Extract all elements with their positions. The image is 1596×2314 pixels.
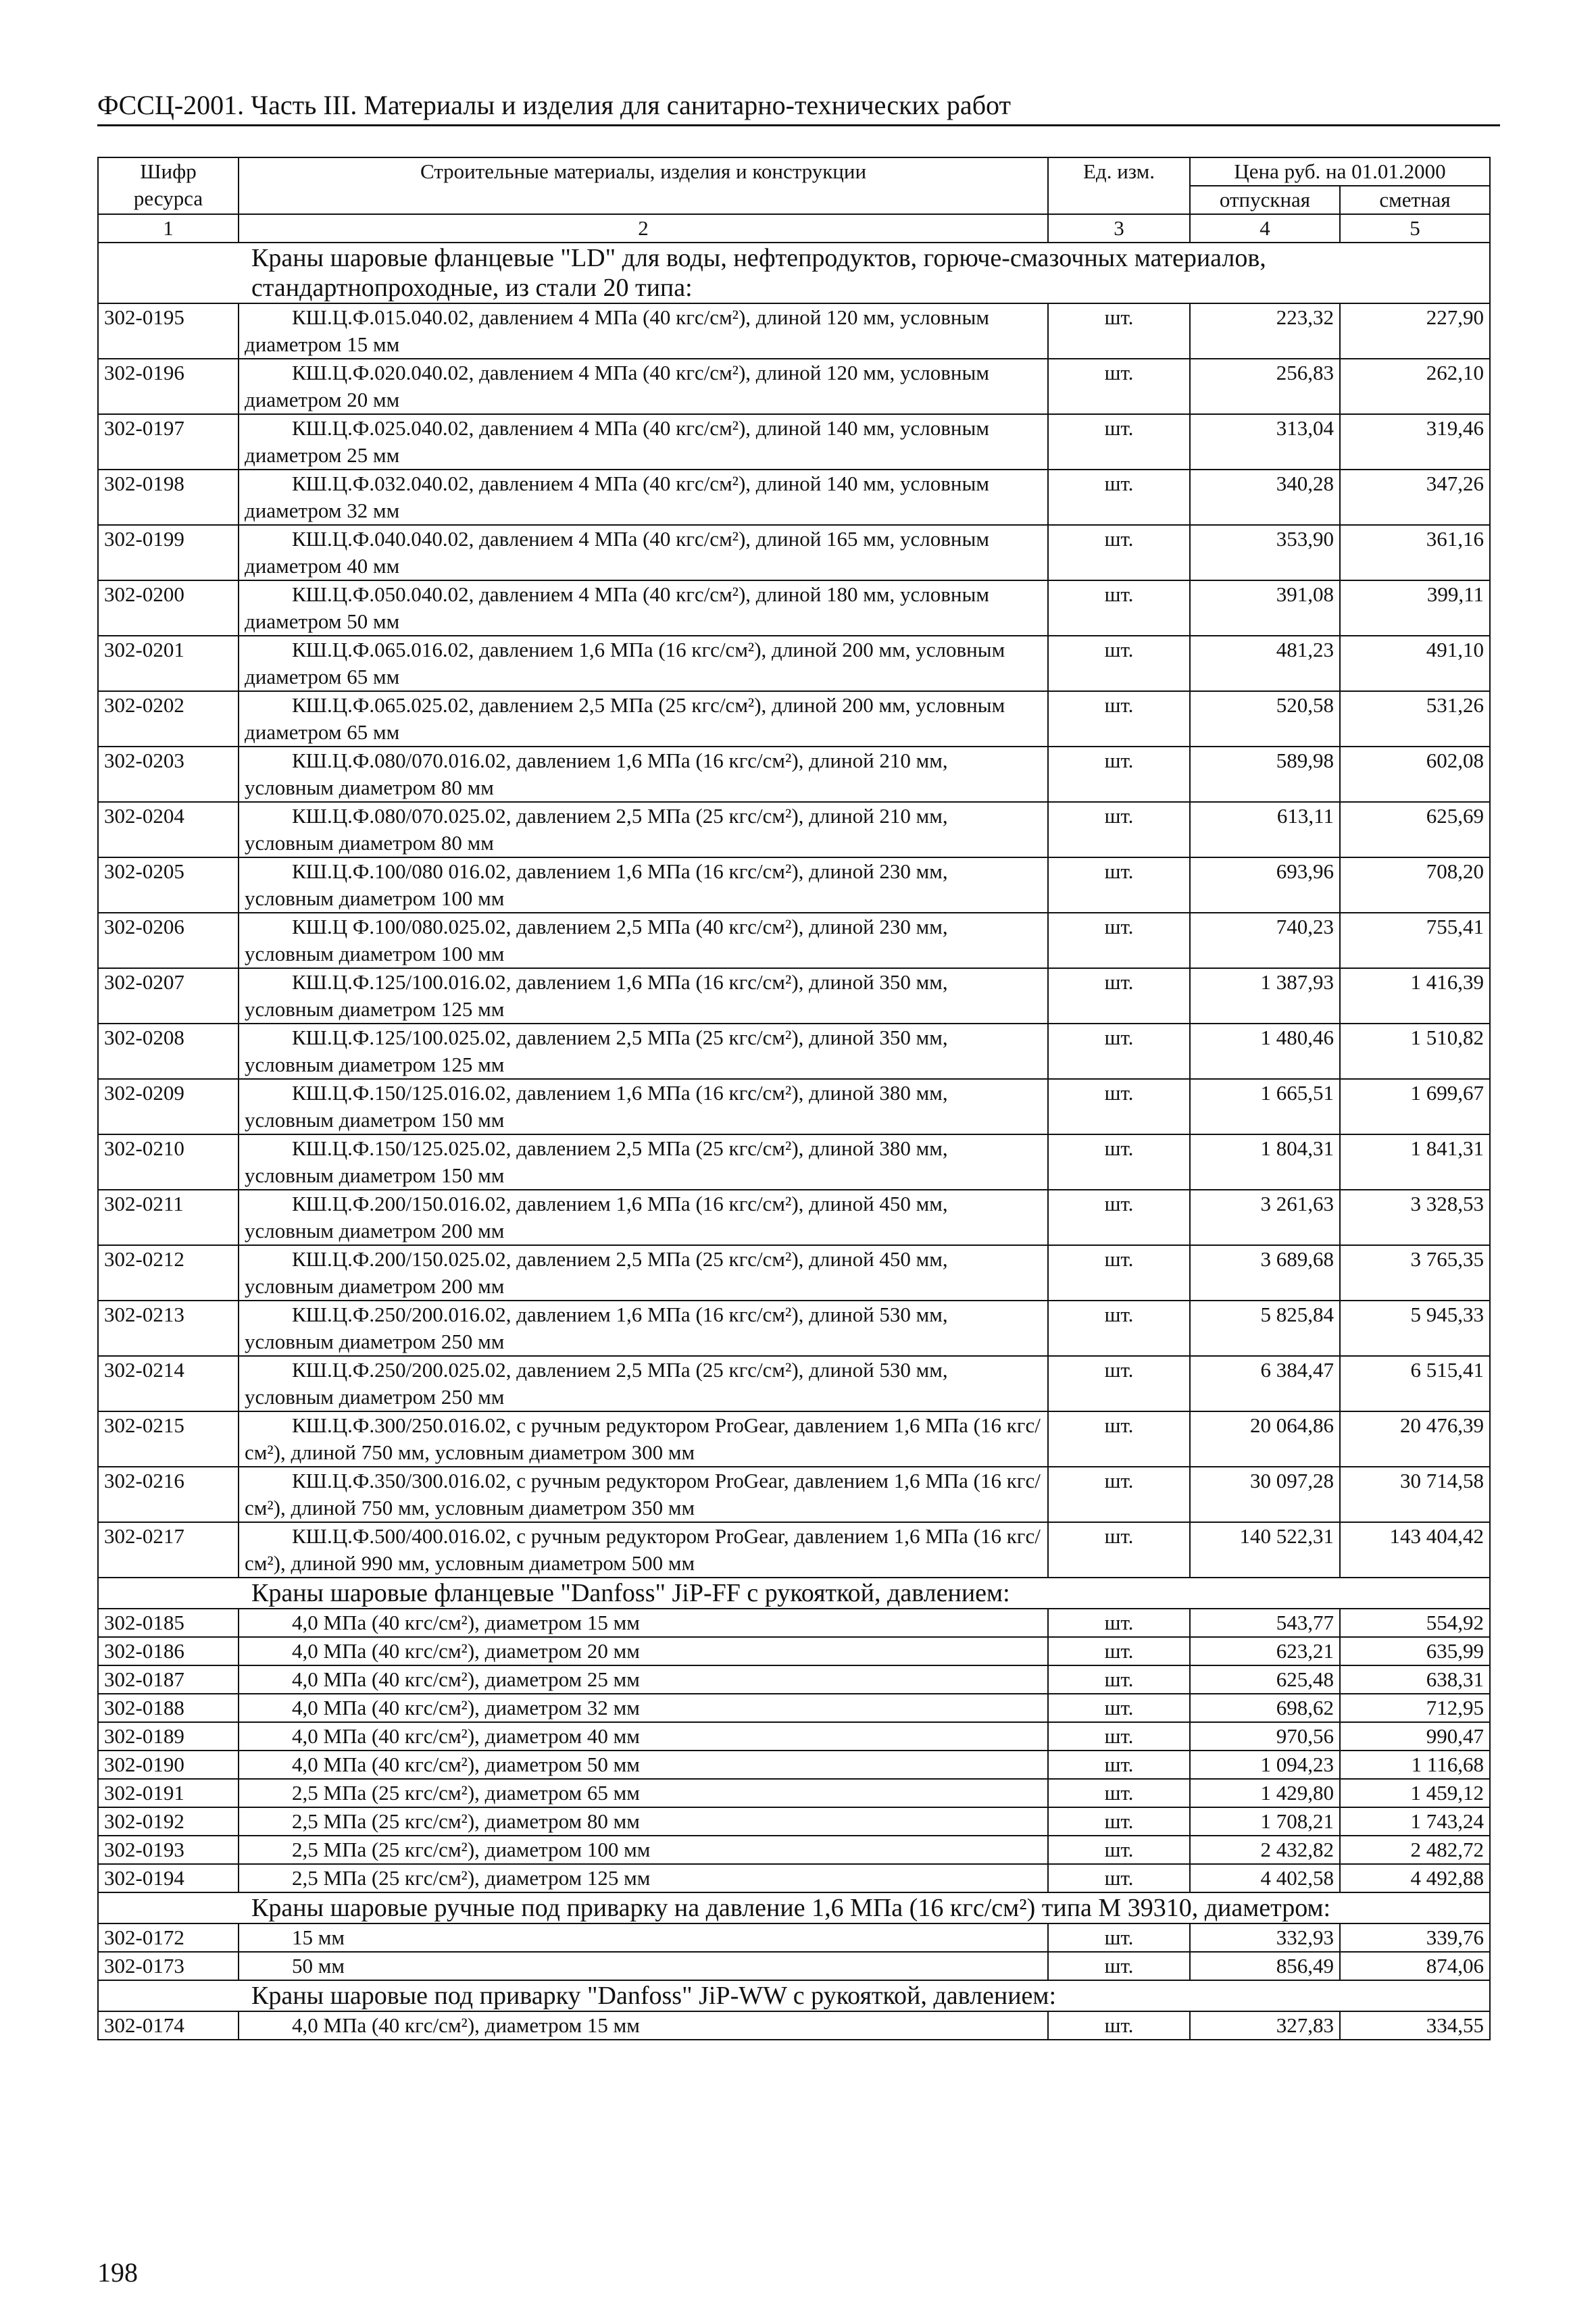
unit-of-measure: шт. bbox=[1048, 636, 1190, 691]
table-row bbox=[98, 1411, 1490, 1467]
table-row bbox=[98, 1467, 1490, 1522]
resource-code: 302-0212 bbox=[98, 1245, 239, 1301]
estimate-price: 1 699,67 bbox=[1340, 1079, 1490, 1134]
item-description: 2,5 МПа (25 кгс/см²), диаметром 125 мм bbox=[239, 1864, 1048, 1892]
table-row bbox=[98, 580, 1490, 636]
resource-code: 302-0204 bbox=[98, 802, 239, 857]
unit-of-measure: шт. bbox=[1048, 1807, 1190, 1836]
release-price: 223,32 bbox=[1190, 303, 1340, 359]
item-description: КШ.Ц Ф.100/080.025.02, давлением 2,5 МПа (40 кгс/см²), длиной 230 мм, условным диаметром 100 мм bbox=[239, 913, 1048, 968]
release-price: 1 094,23 bbox=[1190, 1751, 1340, 1779]
unit-of-measure: шт. bbox=[1048, 1952, 1190, 1980]
unit-of-measure: шт. bbox=[1048, 1522, 1190, 1578]
resource-code: 302-0193 bbox=[98, 1836, 239, 1864]
item-description: КШ.Ц.Ф.200/150.016.02, давлением 1,6 МПа (16 кгс/см²), длиной 450 мм, условным диаметром 200 мм bbox=[239, 1190, 1048, 1245]
release-price: 1 665,51 bbox=[1190, 1079, 1340, 1134]
release-price: 1 804,31 bbox=[1190, 1134, 1340, 1190]
estimate-price: 874,06 bbox=[1340, 1952, 1490, 1980]
unit-of-measure: шт. bbox=[1048, 303, 1190, 359]
item-description: КШ.Ц.Ф.125/100.016.02, давлением 1,6 МПа (16 кгс/см²), длиной 350 мм, условным диаметром 125 мм bbox=[239, 968, 1048, 1024]
section-title: Краны шаровые ручные под приварку на давление 1,6 МПа (16 кгс/см²) типа М 39310, диаметром: bbox=[98, 1892, 1490, 1923]
resource-code: 302-0191 bbox=[98, 1779, 239, 1807]
resource-code: 302-0206 bbox=[98, 913, 239, 968]
estimate-price: 602,08 bbox=[1340, 747, 1490, 802]
resource-code: 302-0189 bbox=[98, 1722, 239, 1751]
unit-of-measure: шт. bbox=[1048, 470, 1190, 525]
release-price: 3 689,68 bbox=[1190, 1245, 1340, 1301]
table-row bbox=[98, 1356, 1490, 1411]
release-price: 327,83 bbox=[1190, 2011, 1340, 2040]
table-row bbox=[98, 1751, 1490, 1779]
table-row bbox=[98, 1522, 1490, 1578]
unit-of-measure: шт. bbox=[1048, 1467, 1190, 1522]
release-price: 625,48 bbox=[1190, 1665, 1340, 1694]
item-description: КШ.Ц.Ф.065.016.02, давлением 1,6 МПа (16 кгс/см²), длиной 200 мм, условным диаметром 65 мм bbox=[239, 636, 1048, 691]
resource-code: 302-0190 bbox=[98, 1751, 239, 1779]
resource-code: 302-0174 bbox=[98, 2011, 239, 2040]
table-row bbox=[98, 1694, 1490, 1722]
resource-code: 302-0208 bbox=[98, 1024, 239, 1079]
unit-of-measure: шт. bbox=[1048, 968, 1190, 1024]
resource-code: 302-0185 bbox=[98, 1609, 239, 1637]
item-description: 2,5 МПа (25 кгс/см²), диаметром 80 мм bbox=[239, 1807, 1048, 1836]
unit-of-measure: шт. bbox=[1048, 1245, 1190, 1301]
column-number-2: 2 bbox=[239, 214, 1048, 243]
release-price: 353,90 bbox=[1190, 525, 1340, 580]
section-title-row bbox=[98, 1578, 1490, 1609]
release-price: 1 480,46 bbox=[1190, 1024, 1340, 1079]
price-table bbox=[97, 157, 1491, 2040]
release-price: 1 429,80 bbox=[1190, 1779, 1340, 1807]
estimate-price: 1 841,31 bbox=[1340, 1134, 1490, 1190]
table-row bbox=[98, 1952, 1490, 1980]
item-description: КШ.Ц.Ф.020.040.02, давлением 4 МПа (40 кгс/см²), длиной 120 мм, условным диаметром 20 мм bbox=[239, 359, 1048, 414]
resource-code: 302-0173 bbox=[98, 1952, 239, 1980]
estimate-price: 1 459,12 bbox=[1340, 1779, 1490, 1807]
resource-code: 302-0195 bbox=[98, 303, 239, 359]
unit-of-measure: шт. bbox=[1048, 1134, 1190, 1190]
release-price: 391,08 bbox=[1190, 580, 1340, 636]
resource-code: 302-0209 bbox=[98, 1079, 239, 1134]
table-row bbox=[98, 1923, 1490, 1952]
release-price: 30 097,28 bbox=[1190, 1467, 1340, 1522]
item-description: КШ.Ц.Ф.125/100.025.02, давлением 2,5 МПа (25 кгс/см²), длиной 350 мм, условным диаметром 125 мм bbox=[239, 1024, 1048, 1079]
estimate-price: 319,46 bbox=[1340, 414, 1490, 470]
table-row bbox=[98, 691, 1490, 747]
resource-code: 302-0207 bbox=[98, 968, 239, 1024]
estimate-price: 554,92 bbox=[1340, 1609, 1490, 1637]
estimate-price: 1 416,39 bbox=[1340, 968, 1490, 1024]
unit-of-measure: шт. bbox=[1048, 414, 1190, 470]
section-title: Краны шаровые фланцевые "LD" для воды, нефтепродуктов, горюче-смазочных материалов, стандартнопроходные, из стали 20 типа: bbox=[98, 243, 1490, 303]
release-price: 6 384,47 bbox=[1190, 1356, 1340, 1411]
table-row bbox=[98, 1637, 1490, 1665]
resource-code: 302-0186 bbox=[98, 1637, 239, 1665]
item-description: 4,0 МПа (40 кгс/см²), диаметром 15 мм bbox=[239, 2011, 1048, 2040]
unit-of-measure: шт. bbox=[1048, 802, 1190, 857]
table-row bbox=[98, 747, 1490, 802]
release-price: 1 387,93 bbox=[1190, 968, 1340, 1024]
table-row bbox=[98, 1609, 1490, 1637]
item-description: КШ.Ц.Ф.025.040.02, давлением 4 МПа (40 кгс/см²), длиной 140 мм, условным диаметром 25 мм bbox=[239, 414, 1048, 470]
header-code: Шифр ресурса bbox=[98, 157, 239, 214]
release-price: 543,77 bbox=[1190, 1609, 1340, 1637]
item-description: 4,0 МПа (40 кгс/см²), диаметром 50 мм bbox=[239, 1751, 1048, 1779]
estimate-price: 339,76 bbox=[1340, 1923, 1490, 1952]
table-row bbox=[98, 1665, 1490, 1694]
table-row bbox=[98, 359, 1490, 414]
estimate-price: 399,11 bbox=[1340, 580, 1490, 636]
header-unit: Ед. изм. bbox=[1048, 157, 1190, 214]
table-row bbox=[98, 525, 1490, 580]
item-description: КШ.Ц.Ф.032.040.02, давлением 4 МПа (40 кгс/см²), длиной 140 мм, условным диаметром 32 мм bbox=[239, 470, 1048, 525]
estimate-price: 361,16 bbox=[1340, 525, 1490, 580]
column-number-1: 1 bbox=[98, 214, 239, 243]
header-price: Цена руб. на 01.01.2000 bbox=[1190, 157, 1490, 186]
unit-of-measure: шт. bbox=[1048, 1079, 1190, 1134]
table-row bbox=[98, 414, 1490, 470]
table-row bbox=[98, 1245, 1490, 1301]
table-row bbox=[98, 1024, 1490, 1079]
resource-code: 302-0192 bbox=[98, 1807, 239, 1836]
estimate-price: 347,26 bbox=[1340, 470, 1490, 525]
release-price: 698,62 bbox=[1190, 1694, 1340, 1722]
estimate-price: 334,55 bbox=[1340, 2011, 1490, 2040]
table-row bbox=[98, 636, 1490, 691]
release-price: 481,23 bbox=[1190, 636, 1340, 691]
resource-code: 302-0199 bbox=[98, 525, 239, 580]
running-head: ФССЦ-2001. Часть III. Материалы и изделия для санитарно-технических работ bbox=[97, 89, 1500, 126]
estimate-price: 708,20 bbox=[1340, 857, 1490, 913]
estimate-price: 5 945,33 bbox=[1340, 1301, 1490, 1356]
estimate-price: 3 328,53 bbox=[1340, 1190, 1490, 1245]
column-number-4: 4 bbox=[1190, 214, 1340, 243]
estimate-price: 1 743,24 bbox=[1340, 1807, 1490, 1836]
table-header-row bbox=[98, 157, 1490, 186]
table-row bbox=[98, 802, 1490, 857]
resource-code: 302-0210 bbox=[98, 1134, 239, 1190]
release-price: 693,96 bbox=[1190, 857, 1340, 913]
section-title: Краны шаровые фланцевые "Danfoss" JiP-FF с рукояткой, давлением: bbox=[98, 1578, 1490, 1609]
unit-of-measure: шт. bbox=[1048, 359, 1190, 414]
item-description: КШ.Ц.Ф.300/250.016.02, с ручным редуктором ProGear, давлением 1,6 МПа (16 кгс/см²), длиной 750 мм, условным диаметром 300 мм bbox=[239, 1411, 1048, 1467]
table-row bbox=[98, 1836, 1490, 1864]
resource-code: 302-0214 bbox=[98, 1356, 239, 1411]
resource-code: 302-0217 bbox=[98, 1522, 239, 1578]
unit-of-measure: шт. bbox=[1048, 525, 1190, 580]
unit-of-measure: шт. bbox=[1048, 691, 1190, 747]
price-table-body bbox=[98, 157, 1490, 2040]
table-row bbox=[98, 1079, 1490, 1134]
item-description: КШ.Ц.Ф.200/150.025.02, давлением 2,5 МПа (25 кгс/см²), длиной 450 мм, условным диаметром 200 мм bbox=[239, 1245, 1048, 1301]
release-price: 589,98 bbox=[1190, 747, 1340, 802]
item-description: КШ.Ц.Ф.150/125.025.02, давлением 2,5 МПа (25 кгс/см²), длиной 380 мм, условным диаметром 150 мм bbox=[239, 1134, 1048, 1190]
release-price: 20 064,86 bbox=[1190, 1411, 1340, 1467]
estimate-price: 755,41 bbox=[1340, 913, 1490, 968]
estimate-price: 990,47 bbox=[1340, 1722, 1490, 1751]
unit-of-measure: шт. bbox=[1048, 1637, 1190, 1665]
unit-of-measure: шт. bbox=[1048, 2011, 1190, 2040]
column-number-5: 5 bbox=[1340, 214, 1490, 243]
unit-of-measure: шт. bbox=[1048, 1864, 1190, 1892]
unit-of-measure: шт. bbox=[1048, 1609, 1190, 1637]
unit-of-measure: шт. bbox=[1048, 1665, 1190, 1694]
item-description: 4,0 МПа (40 кгс/см²), диаметром 25 мм bbox=[239, 1665, 1048, 1694]
unit-of-measure: шт. bbox=[1048, 913, 1190, 968]
release-price: 613,11 bbox=[1190, 802, 1340, 857]
table-row bbox=[98, 1301, 1490, 1356]
item-description: КШ.Ц.Ф.350/300.016.02, с ручным редуктором ProGear, давлением 1,6 МПа (16 кгс/см²), длиной 750 мм, условным диаметром 350 мм bbox=[239, 1467, 1048, 1522]
resource-code: 302-0197 bbox=[98, 414, 239, 470]
estimate-price: 6 515,41 bbox=[1340, 1356, 1490, 1411]
item-description: КШ.Ц.Ф.150/125.016.02, давлением 1,6 МПа (16 кгс/см²), длиной 380 мм, условным диаметром 150 мм bbox=[239, 1079, 1048, 1134]
item-description: КШ.Ц.Ф.500/400.016.02, с ручным редуктором ProGear, давлением 1,6 МПа (16 кгс/см²), длиной 990 мм, условным диаметром 500 мм bbox=[239, 1522, 1048, 1578]
resource-code: 302-0201 bbox=[98, 636, 239, 691]
resource-code: 302-0205 bbox=[98, 857, 239, 913]
table-row bbox=[98, 1722, 1490, 1751]
resource-code: 302-0172 bbox=[98, 1923, 239, 1952]
table-row bbox=[98, 470, 1490, 525]
header-estimate: сметная bbox=[1340, 186, 1490, 214]
item-description: КШ.Ц.Ф.040.040.02, давлением 4 МПа (40 кгс/см²), длиной 165 мм, условным диаметром 40 мм bbox=[239, 525, 1048, 580]
item-description: КШ.Ц.Ф.050.040.02, давлением 4 МПа (40 кгс/см²), длиной 180 мм, условным диаметром 50 мм bbox=[239, 580, 1048, 636]
resource-code: 302-0211 bbox=[98, 1190, 239, 1245]
item-description: 4,0 МПа (40 кгс/см²), диаметром 32 мм bbox=[239, 1694, 1048, 1722]
header-release: отпускная bbox=[1190, 186, 1340, 214]
estimate-price: 712,95 bbox=[1340, 1694, 1490, 1722]
release-price: 740,23 bbox=[1190, 913, 1340, 968]
column-number-3: 3 bbox=[1048, 214, 1190, 243]
release-price: 2 432,82 bbox=[1190, 1836, 1340, 1864]
table-row bbox=[98, 1807, 1490, 1836]
resource-code: 302-0196 bbox=[98, 359, 239, 414]
unit-of-measure: шт. bbox=[1048, 1694, 1190, 1722]
resource-code: 302-0198 bbox=[98, 470, 239, 525]
section-title-row bbox=[98, 1892, 1490, 1923]
item-description: 4,0 МПа (40 кгс/см²), диаметром 40 мм bbox=[239, 1722, 1048, 1751]
release-price: 256,83 bbox=[1190, 359, 1340, 414]
estimate-price: 625,69 bbox=[1340, 802, 1490, 857]
release-price: 3 261,63 bbox=[1190, 1190, 1340, 1245]
section-title-row bbox=[98, 243, 1490, 303]
release-price: 4 402,58 bbox=[1190, 1864, 1340, 1892]
estimate-price: 1 510,82 bbox=[1340, 1024, 1490, 1079]
estimate-price: 143 404,42 bbox=[1340, 1522, 1490, 1578]
release-price: 520,58 bbox=[1190, 691, 1340, 747]
resource-code: 302-0203 bbox=[98, 747, 239, 802]
section-title: Краны шаровые под приварку "Danfoss" JiP-WW с рукояткой, давлением: bbox=[98, 1980, 1490, 2011]
resource-code: 302-0202 bbox=[98, 691, 239, 747]
item-description: 4,0 МПа (40 кгс/см²), диаметром 20 мм bbox=[239, 1637, 1048, 1665]
estimate-price: 20 476,39 bbox=[1340, 1411, 1490, 1467]
estimate-price: 262,10 bbox=[1340, 359, 1490, 414]
item-description: КШ.Ц.Ф.065.025.02, давлением 2,5 МПа (25 кгс/см²), длиной 200 мм, условным диаметром 65 мм bbox=[239, 691, 1048, 747]
table-row bbox=[98, 2011, 1490, 2040]
estimate-price: 227,90 bbox=[1340, 303, 1490, 359]
unit-of-measure: шт. bbox=[1048, 1923, 1190, 1952]
table-row bbox=[98, 857, 1490, 913]
resource-code: 302-0213 bbox=[98, 1301, 239, 1356]
estimate-price: 635,99 bbox=[1340, 1637, 1490, 1665]
table-row bbox=[98, 1190, 1490, 1245]
release-price: 623,21 bbox=[1190, 1637, 1340, 1665]
release-price: 856,49 bbox=[1190, 1952, 1340, 1980]
table-row bbox=[98, 1779, 1490, 1807]
estimate-price: 491,10 bbox=[1340, 636, 1490, 691]
column-number-row bbox=[98, 214, 1490, 243]
item-description: КШ.Ц.Ф.100/080 016.02, давлением 1,6 МПа (16 кгс/см²), длиной 230 мм, условным диаметром 100 мм bbox=[239, 857, 1048, 913]
unit-of-measure: шт. bbox=[1048, 1190, 1190, 1245]
header-name: Строительные материалы, изделия и конструкции bbox=[239, 157, 1048, 214]
resource-code: 302-0200 bbox=[98, 580, 239, 636]
unit-of-measure: шт. bbox=[1048, 1411, 1190, 1467]
table-row bbox=[98, 303, 1490, 359]
item-description: КШ.Ц.Ф.080/070.025.02, давлением 2,5 МПа (25 кгс/см²), длиной 210 мм, условным диаметром 80 мм bbox=[239, 802, 1048, 857]
item-description: 15 мм bbox=[239, 1923, 1048, 1952]
item-description: КШ.Ц.Ф.015.040.02, давлением 4 МПа (40 кгс/см²), длиной 120 мм, условным диаметром 15 мм bbox=[239, 303, 1048, 359]
resource-code: 302-0216 bbox=[98, 1467, 239, 1522]
resource-code: 302-0215 bbox=[98, 1411, 239, 1467]
unit-of-measure: шт. bbox=[1048, 1836, 1190, 1864]
release-price: 332,93 bbox=[1190, 1923, 1340, 1952]
item-description: КШ.Ц.Ф.250/200.025.02, давлением 2,5 МПа (25 кгс/см²), длиной 530 мм, условным диаметром 250 мм bbox=[239, 1356, 1048, 1411]
estimate-price: 638,31 bbox=[1340, 1665, 1490, 1694]
estimate-price: 30 714,58 bbox=[1340, 1467, 1490, 1522]
resource-code: 302-0188 bbox=[98, 1694, 239, 1722]
estimate-price: 531,26 bbox=[1340, 691, 1490, 747]
table-row bbox=[98, 968, 1490, 1024]
release-price: 5 825,84 bbox=[1190, 1301, 1340, 1356]
section-title-row bbox=[98, 1980, 1490, 2011]
release-price: 140 522,31 bbox=[1190, 1522, 1340, 1578]
item-description: 2,5 МПа (25 кгс/см²), диаметром 100 мм bbox=[239, 1836, 1048, 1864]
item-description: 2,5 МПа (25 кгс/см²), диаметром 65 мм bbox=[239, 1779, 1048, 1807]
estimate-price: 4 492,88 bbox=[1340, 1864, 1490, 1892]
estimate-price: 1 116,68 bbox=[1340, 1751, 1490, 1779]
unit-of-measure: шт. bbox=[1048, 1779, 1190, 1807]
unit-of-measure: шт. bbox=[1048, 1722, 1190, 1751]
page-number: 198 bbox=[97, 2257, 138, 2288]
resource-code: 302-0194 bbox=[98, 1864, 239, 1892]
item-description: 4,0 МПа (40 кгс/см²), диаметром 15 мм bbox=[239, 1609, 1048, 1637]
unit-of-measure: шт. bbox=[1048, 747, 1190, 802]
release-price: 340,28 bbox=[1190, 470, 1340, 525]
release-price: 1 708,21 bbox=[1190, 1807, 1340, 1836]
resource-code: 302-0187 bbox=[98, 1665, 239, 1694]
table-row bbox=[98, 913, 1490, 968]
unit-of-measure: шт. bbox=[1048, 857, 1190, 913]
unit-of-measure: шт. bbox=[1048, 580, 1190, 636]
table-row bbox=[98, 1864, 1490, 1892]
item-description: КШ.Ц.Ф.250/200.016.02, давлением 1,6 МПа (16 кгс/см²), длиной 530 мм, условным диаметром 250 мм bbox=[239, 1301, 1048, 1356]
release-price: 313,04 bbox=[1190, 414, 1340, 470]
unit-of-measure: шт. bbox=[1048, 1751, 1190, 1779]
estimate-price: 3 765,35 bbox=[1340, 1245, 1490, 1301]
estimate-price: 2 482,72 bbox=[1340, 1836, 1490, 1864]
table-row bbox=[98, 1134, 1490, 1190]
unit-of-measure: шт. bbox=[1048, 1301, 1190, 1356]
unit-of-measure: шт. bbox=[1048, 1024, 1190, 1079]
unit-of-measure: шт. bbox=[1048, 1356, 1190, 1411]
release-price: 970,56 bbox=[1190, 1722, 1340, 1751]
item-description: КШ.Ц.Ф.080/070.016.02, давлением 1,6 МПа (16 кгс/см²), длиной 210 мм, условным диаметром 80 мм bbox=[239, 747, 1048, 802]
item-description: 50 мм bbox=[239, 1952, 1048, 1980]
